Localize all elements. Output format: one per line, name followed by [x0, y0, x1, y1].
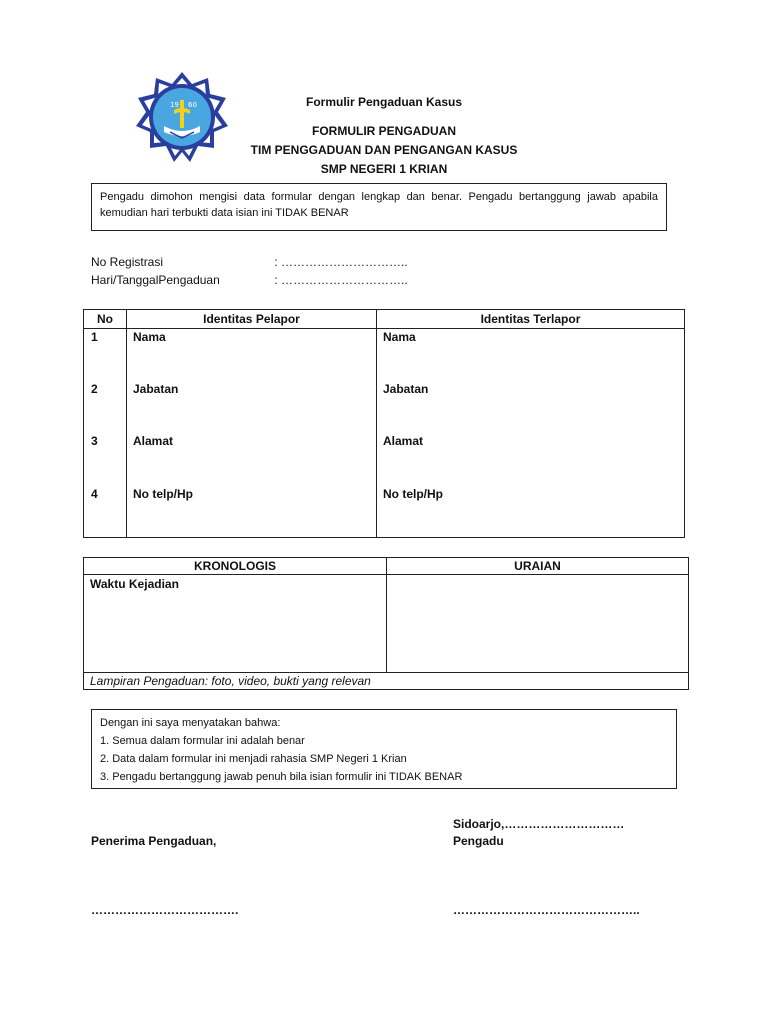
header-uraian: URAIAN: [387, 558, 689, 575]
row-no: 1: [91, 330, 98, 344]
row-no: 3: [91, 434, 98, 448]
row-no: 2: [91, 382, 98, 396]
identity-table: [83, 309, 685, 538]
terlapor-nama-label: Nama: [383, 330, 416, 344]
emblem-year-right: 60: [188, 101, 197, 109]
form-title: Formulir Pengaduan Kasus: [305, 95, 463, 109]
lampiran-note: Lampiran Pengaduan: foto, video, bukti yang relevan: [84, 673, 689, 690]
declaration-item: 3. Pengadu bertanggung jawab penuh bila isian formulir ini TIDAK BENAR: [100, 771, 463, 783]
row-no: 4: [91, 487, 98, 501]
header-pelapor: Identitas Pelapor: [127, 310, 377, 329]
terlapor-column[interactable]: [377, 329, 685, 538]
no-column: [84, 329, 127, 538]
tanggal-value[interactable]: : …………………………..: [274, 273, 408, 287]
header-line-1: FORMULIR PENGADUAN: [312, 124, 456, 138]
tanggal-row: [91, 273, 408, 287]
uraian-cell[interactable]: [387, 575, 689, 673]
header-kronologis: KRONOLOGIS: [84, 558, 387, 575]
pengadu-signature-line[interactable]: ………………………………………..: [453, 903, 640, 917]
penerima-label: Penerima Pengaduan,: [91, 834, 217, 848]
declaration-box: [91, 709, 677, 789]
declaration-item: 2. Data dalam formular ini menjadi rahasia SMP Negeri 1 Krian: [100, 753, 407, 765]
declaration-intro: Dengan ini saya menyatakan bahwa:: [100, 717, 281, 729]
kronologis-table: [83, 557, 689, 690]
pelapor-telp-label: No telp/Hp: [133, 487, 193, 501]
terlapor-alamat-label: Alamat: [383, 434, 424, 448]
penerima-signature-line[interactable]: ……………………………….: [91, 903, 239, 917]
tanggal-label: Hari/TanggalPengaduan: [91, 273, 220, 287]
pelapor-jabatan-label: Jabatan: [133, 382, 179, 396]
terlapor-telp-label: No telp/Hp: [383, 487, 443, 501]
emblem-year-left: 19: [170, 101, 179, 109]
pelapor-column[interactable]: [127, 329, 377, 538]
header-line-3: SMP NEGERI 1 KRIAN: [320, 162, 448, 176]
header-no: No: [84, 310, 127, 329]
registrasi-row: [91, 255, 408, 269]
header-terlapor: Identitas Terlapor: [377, 310, 685, 329]
declaration-item: 1. Semua dalam formular ini adalah benar: [100, 735, 305, 747]
place-date[interactable]: Sidoarjo,…………………………: [453, 817, 625, 831]
header-line-2: TIM PENGGADUAN DAN PENGANGAN KASUS: [250, 143, 518, 157]
registrasi-value[interactable]: : …………………………..: [274, 255, 408, 269]
terlapor-jabatan-label: Jabatan: [383, 382, 429, 396]
notice-box: Pengadu dimohon mengisi data formular dengan lengkap dan benar. Pengadu bertanggung jawab apabila kemudian hari terbukti data isian ini TIDAK BENAR: [91, 183, 667, 231]
waktu-kejadian-cell[interactable]: Waktu Kejadian: [84, 575, 387, 673]
pelapor-alamat-label: Alamat: [133, 434, 174, 448]
registrasi-label: No Registrasi: [91, 255, 164, 269]
pelapor-nama-label: Nama: [133, 330, 166, 344]
pengadu-label: Pengadu: [453, 834, 504, 848]
